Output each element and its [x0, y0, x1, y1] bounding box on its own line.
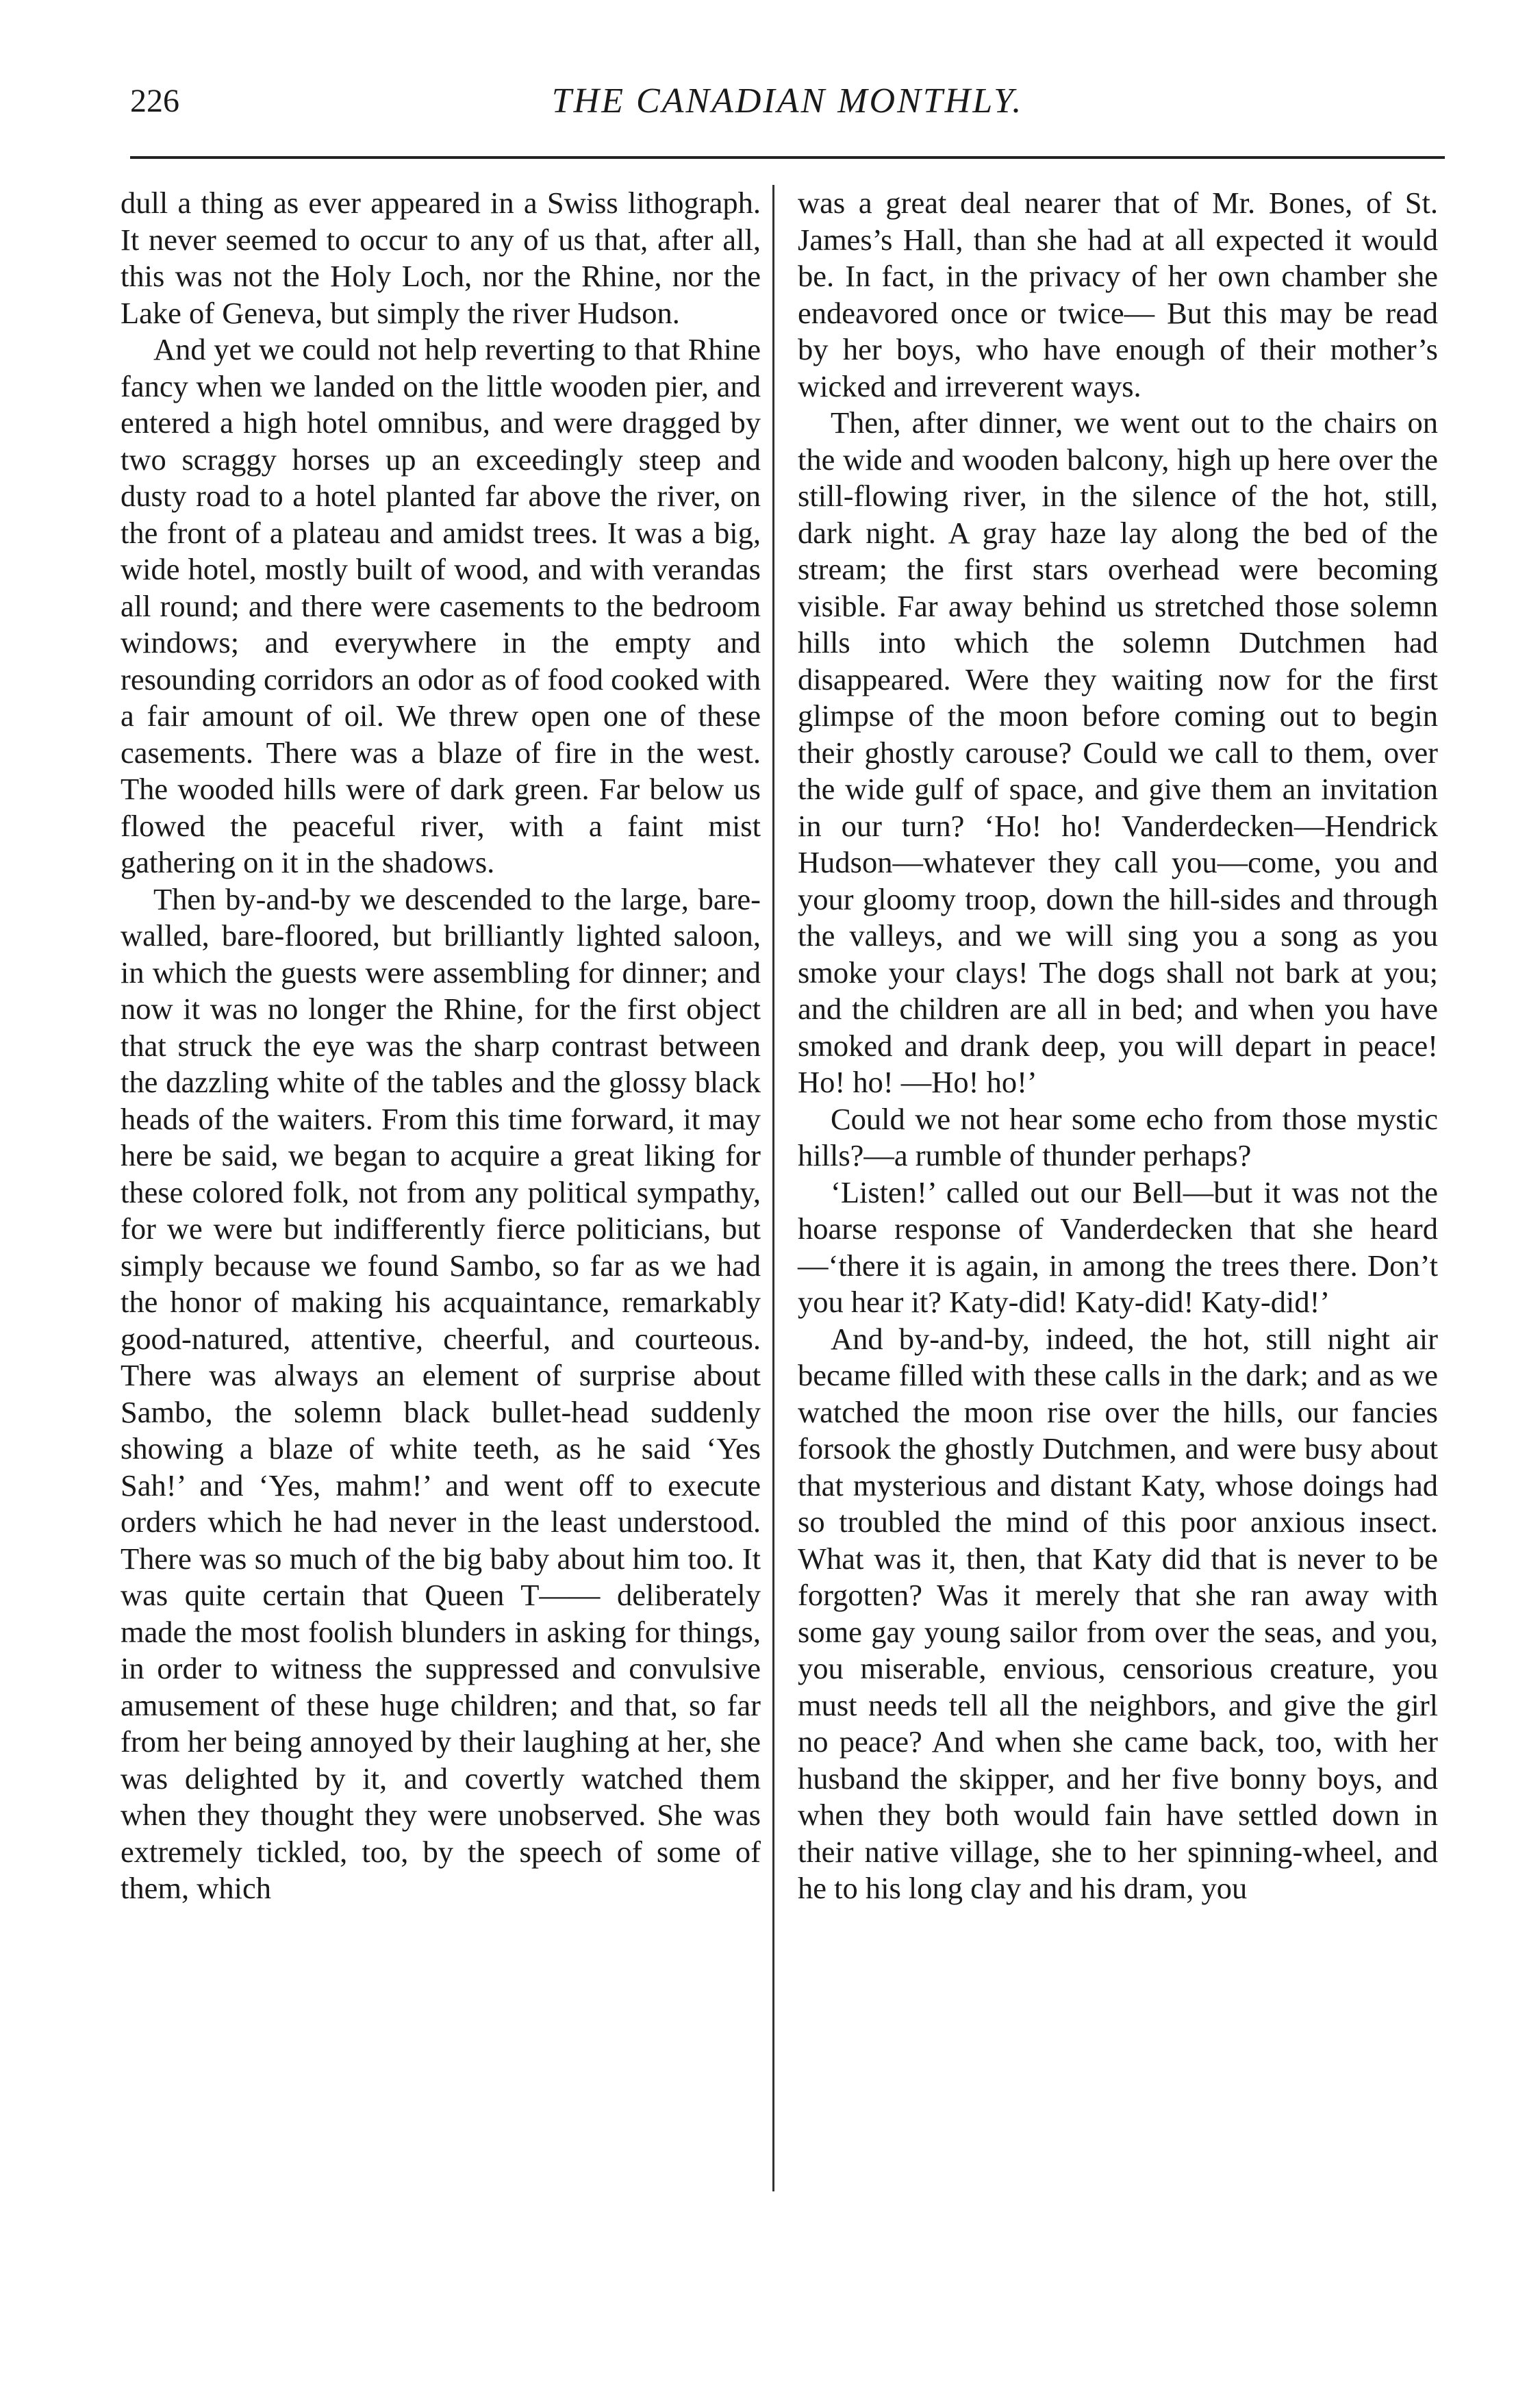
paragraph: was a great deal nearer that of Mr. Bones, of St. James’s Hall, than she had at all expected it would be. In fact, in the privacy of her own chamber she endeavored once or twice— But this may be read by her boys, who have enough of their mother’s wicked and irreverent ways.: [798, 186, 1438, 403]
paragraph: Then by-and-by we descended to the large, bare-walled, bare-floored, but brilliantly lighted saloon, in which the guests were assembling for dinner; and now it was no longer the Rhine, for the first object that struck the eye was the sharp contrast between the dazzling white of the tables and the glossy black heads of the waiters. From this time forward, it may here be said, we began to acquire a great liking for these colored folk, not from any political sympathy, for we were but indifferently fierce politicians, but simply because we found Sambo, so far as we had the honor of making his acquaintance, remarkably good-natured, attentive, cheerful, and courteous. There was always an element of surprise about Sambo, the solemn black bullet-head suddenly showing a blaze of white teeth, as he said ‘Yes Sah!’ and ‘Yes, mahm!’ and went off to execute orders which he had never in the least understood. There was so much of the big baby about him too. It was quite certain that Queen T—— deliberately made the most foolish blunders in asking for things, in order to witness the suppressed and convulsive amusement of these huge children; and that, so far from her being annoyed by their laughing at her, she was delighted by it, and covertly watched them when they thought they were unobserved. She was extremely tickled, too, by the speech of some of them, which: [121, 881, 761, 1905]
paragraph: And yet we could not help reverting to that Rhine fancy when we landed on the little wooden pier, and entered a high hotel omnibus, and were dragged by two scraggy horses up an exceedingly steep and dusty road to a hotel planted far above the river, on the front of a plateau and amidst trees. It was a big, wide hotel, mostly built of wood, and with verandas all round; and there were casements to the bedroom windows; and everywhere in the empty and resounding corridors an odor as of food cooked with a fair amount of oil. We threw open one of these casements. There was a blaze of fire in the west. The wooded hills were of dark green. Far below us flowed the peaceful river, with a faint mist gathering on it in the shadows.: [121, 332, 761, 879]
header-rule: [130, 156, 1445, 159]
page-number: 226: [130, 83, 179, 119]
column-divider: [772, 185, 774, 2191]
paragraph: Then, after dinner, we went out to the chairs on the wide and wooden balcony, high up here over the still-flowing river, in the silence of the hot, still, dark night. A gray haze lay along the bed of the stream; the first stars overhead were becoming visible. Far away behind us stretched those solemn hills into which the solemn Dutchmen had disappeared. Were they waiting now for the first glimpse of the moon before coming out to begin their ghostly carouse? Could we call to them, over the wide gulf of space, and give them an invitation in our turn? ‘Ho! ho! Vanderdecken—Hendrick Hudson—whatever they call you—come, you and your gloomy troop, down the hill-sides and through the valleys, and we will sing you a song as you smoke your clays! The dogs shall not bark at you; and the children are all in bed; and when you have smoked and drank deep, you will depart in peace! Ho! ho! —Ho! ho!’: [798, 405, 1438, 1099]
left-column: [121, 185, 761, 1907]
paragraph: And by-and-by, indeed, the hot, still night air became filled with these calls in the dark; and as we watched the moon rise over the hills, our fancies forsook the ghostly Dutchmen, and were busy about that mysterious and distant Katy, whose doings had so troubled the mind of this poor anxious insect. What was it, then, that Katy did that is never to be forgotten? Was it merely that she ran away with some gay young sailor from over the seas, and you, you miserable, envious, censorious creature, you must needs tell all the neighbors, and give the girl no peace? And when she came back, too, with her husband the skipper, and her five bonny boys, and when they both would fain have settled down in their native village, she to her spinning-wheel, and he to his long clay and his dram, you: [798, 1321, 1438, 1905]
paragraph: dull a thing as ever appeared in a Swiss lithograph. It never seemed to occur to any of us that, after all, this was not the Holy Loch, nor the Rhine, nor the Lake of Geneva, but simply the river Hudson.: [121, 186, 761, 330]
running-title: THE CANADIAN MONTHLY.: [551, 81, 1024, 121]
page-header: [130, 81, 1445, 136]
paragraph: Could we not hear some echo from those mystic hills?—a rumble of thunder perhaps?: [798, 1101, 1438, 1172]
paragraph: ‘Listen!’ called out our Bell—but it was not the hoarse response of Vanderdecken that she heard—‘there it is again, in among the trees there. Don’t you hear it? Katy-did! Katy-did! Katy-did!’: [798, 1174, 1438, 1319]
right-column: [798, 185, 1438, 1907]
